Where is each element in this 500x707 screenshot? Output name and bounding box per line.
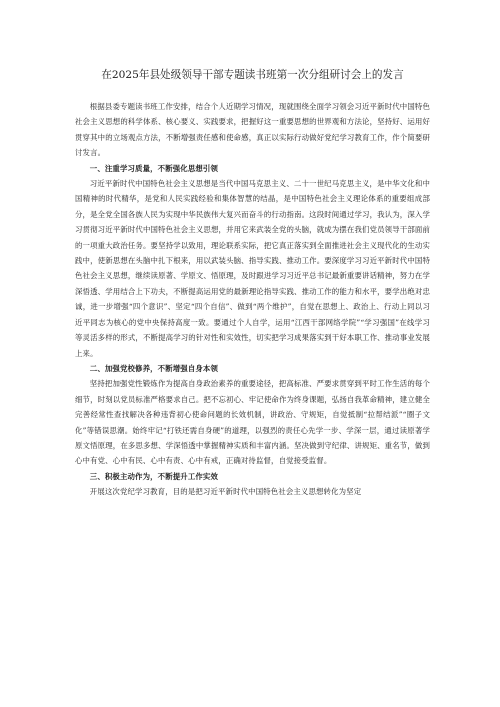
section-body-2: 坚持把加强党性锻炼作为提高自身政治素养的重要途径，把高标准、严要求贯穿到平时工作生活的每个细节，时刻以党员标准严格要求自己。把不忘初心、牢记使命作为终身课题，弘扬自我革命精神，建立健全完善经常性查找解决各种违背初心使命问题的长效机制，讲政治、守规矩，自觉抵制“拉帮结派”“圈子文化”等错误思潮。始终牢记“打铁还需自身硬”的道理，以强烈的责任心先学一步、学深一层，通过读原著学原文悟原理，在多思多想、学深悟透中掌握精神实质和丰富内涵。坚决做到守纪律、讲规矩、重名节，做到心中有党、心中有民、心中有责、心中有戒，正确对待监督，自觉接受监督。 — [75, 379, 430, 466]
intro-paragraph: 根据县委专题读书班工作安排，结合个人近期学习情况，现就围绕全面学习领会习近平新时代中国特色社会主义思想的科学体系、核心要义、实践要求，把握好这一重要思想的世界观和方法论，坚持好、运用好贯穿其中的立场观点方法，不断增强责任感和使命感，真正以实际行动做好党纪学习教育工作，作个简要研讨发言。 — [75, 102, 430, 158]
section-body-3: 开展这次党纪学习教育，目的是把习近平新时代中国特色社会主义思想转化为坚定 — [89, 487, 362, 497]
section-heading-2: 二、加强党校修养，不断增强自身本领 — [89, 363, 218, 373]
section-heading-1: 一、注重学习质量，不断强化思想引领 — [89, 163, 218, 173]
section-body-1: 习近平新时代中国特色社会主义思想是当代中国马克思主义、二十一世纪马克思主义，是中华文化和中国精神的时代精华，是党和人民实践经验和集体智慧的结晶，是中国特色社会主义理论体系的重要组成部分，是全党全国各族人民为实现中华民族伟大复兴而奋斗的行动指南。这段时间通过学习，我认为，深入学习贯彻习近平新时代中国特色社会主义思想，并用它来武装全党的头脑，就成为摆在我们党员领导干部面前的一项重大政治任务。要坚持学以致用，理论联系实际，把它真正落实到全面推进社会主义现代化的生动实践中，使新思想在头脑中扎下根来，用以武装头脑、指导实践、推动工作。要深度学习习近平新时代中国特色社会主义思想，继续读原著、学原文、悟原理，及时跟进学习习近平总书记最新重要讲话精神，努力在学深悟透、学用结合上下功夫，不断提高运用党的最新理论指导实践、推动工作的能力和水平，要学出绝对忠诚，进一步增强“四个意识”、坚定“四个自信”、做到“两个维护”，自觉在思想上、政治上、行动上同以习近平同志为核心的党中央保持高度一致。要通过个人自学，运用“江西干部网络学院”“学习强国”在线学习等灵活多样的形式，不断提高学习的针对性和实效性，切实把学习成果落实到干好本职工作、推动事业发展上来。 — [75, 179, 430, 358]
document-title: 在2025年县处级领导干部专题读书班第一次分组研讨会上的发言 — [101, 69, 404, 81]
section-heading-3: 三、积极主动作为，不断提升工作实效 — [89, 471, 218, 481]
